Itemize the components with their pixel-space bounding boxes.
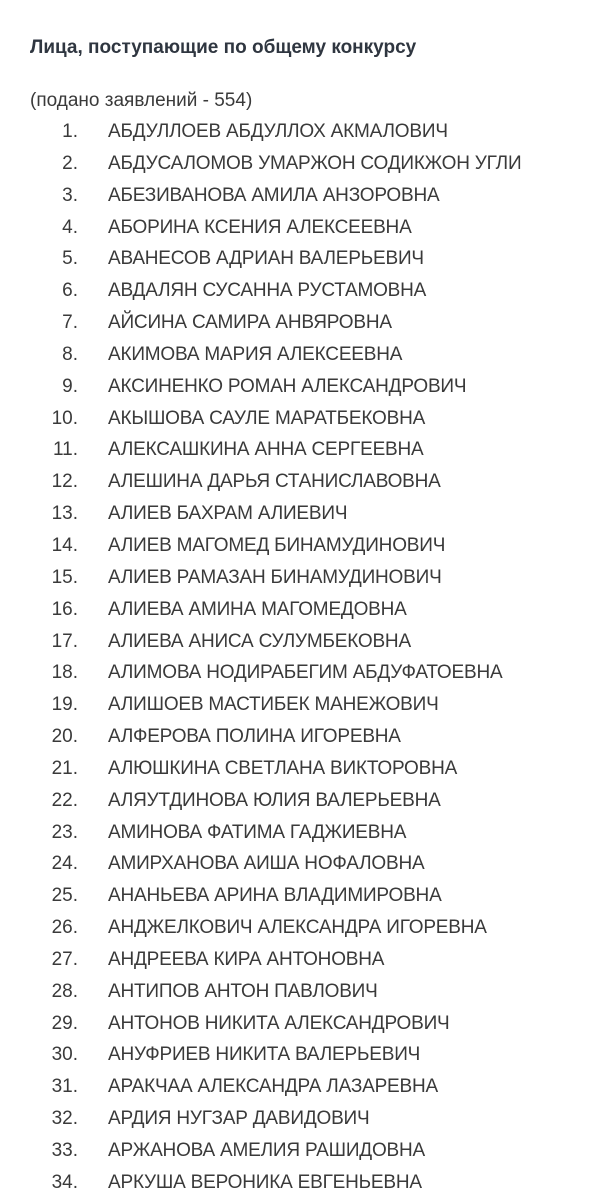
list-item <box>0 117 608 149</box>
list-item <box>0 181 608 213</box>
list-item-number: 30. <box>51 1044 78 1066</box>
applicant-name: АМИРХАНОВА АИША НОФАЛОВНА <box>108 853 425 875</box>
list-item <box>0 977 608 1009</box>
list-item <box>0 690 608 722</box>
list-item <box>0 499 608 531</box>
list-item <box>0 849 608 881</box>
applications-count: (подано заявлений - 554) <box>30 90 253 111</box>
list-item-number: 21. <box>51 757 78 779</box>
list-item-number: 34. <box>51 1171 78 1193</box>
applicant-name: АРЖАНОВА АМЕЛИЯ РАШИДОВНА <box>108 1140 425 1161</box>
list-item <box>0 881 608 913</box>
applicant-name: АЛЕШИНА ДАРЬЯ СТАНИСЛАВОВНА <box>108 471 441 493</box>
list-item <box>0 913 608 945</box>
list-item <box>0 786 608 818</box>
list-item <box>0 308 608 340</box>
list-item-number: 6. <box>62 280 78 302</box>
list-item-number: 27. <box>51 948 78 970</box>
applicant-name: АБДУСАЛОМОВ УМАРЖОН СОДИКЖОН УГЛИ <box>108 152 522 174</box>
list-item-number: 7. <box>62 312 78 334</box>
list-item-number: 19. <box>51 694 78 716</box>
applicant-name: АЛИМОВА НОДИРАБЕГИМ АБДУФАТОЕВНА <box>108 662 503 684</box>
list-item <box>0 658 608 690</box>
applicant-name: АБОРИНА КСЕНИЯ АЛЕКСЕЕВНА <box>108 216 412 238</box>
applicant-name: АЛЮШКИНА СВЕТЛАНА ВИКТОРОВНА <box>108 757 458 779</box>
list-item-number: 18. <box>51 662 78 684</box>
list-item <box>0 244 608 276</box>
applicant-name: АКСИНЕНКО РОМАН АЛЕКСАНДРОВИЧ <box>108 375 467 397</box>
applicant-name: АЛИЕВ РАМАЗАН БИНАМУДИНОВИЧ <box>108 566 442 588</box>
list-item-number: 22. <box>51 789 78 811</box>
applicant-list <box>0 117 608 1200</box>
list-item <box>0 595 608 627</box>
list-item-number: 8. <box>62 343 78 365</box>
list-item-number: 2. <box>62 152 78 174</box>
applicant-name: АНДРЕЕВА КИРА АНТОНОВНА <box>108 948 385 970</box>
list-item-number: 31. <box>51 1076 78 1098</box>
applicant-name: АКЫШОВА САУЛЕ МАРАТБЕКОВНА <box>108 407 426 429</box>
list-item-number: 20. <box>51 726 78 748</box>
applicant-name: АРКУША ВЕРОНИКА ЕВГЕНЬЕВНА <box>108 1171 422 1193</box>
applicant-name: АЛЯУТДИНОВА ЮЛИЯ ВАЛЕРЬЕВНА <box>108 789 441 811</box>
list-item-number: 32. <box>51 1108 78 1130</box>
applicant-name: АЛИЕВА АНИСА СУЛУМБЕКОВНА <box>108 630 411 652</box>
applicant-name: АЛИШОЕВ МАСТИБЕК МАНЕЖОВИЧ <box>108 694 439 716</box>
applicant-name: АНДЖЕЛКОВИЧ АЛЕКСАНДРА ИГОРЕВНА <box>108 917 487 939</box>
applicant-name: АЛИЕВ МАГОМЕД БИНАМУДИНОВИЧ <box>108 534 446 556</box>
list-item-number: 4. <box>62 216 78 238</box>
list-item <box>0 627 608 659</box>
list-item-number: 1. <box>62 121 78 142</box>
list-item <box>0 563 608 595</box>
applicant-name: АБЕЗИВАНОВА АМИЛА АНЗОРОВНА <box>108 184 440 206</box>
list-item <box>0 1104 608 1136</box>
list-item <box>0 1072 608 1104</box>
list-item-number: 29. <box>51 1012 78 1034</box>
applicant-name: АЛФЕРОВА ПОЛИНА ИГОРЕВНА <box>108 726 401 748</box>
list-item-number: 25. <box>51 885 78 907</box>
applicant-name: АВДАЛЯН СУСАННА РУСТАМОВНА <box>108 280 427 302</box>
list-item <box>0 531 608 563</box>
applicant-name: АНУФРИЕВ НИКИТА ВАЛЕРЬЕВИЧ <box>108 1044 421 1066</box>
list-item <box>0 149 608 181</box>
list-item <box>0 1009 608 1041</box>
list-item <box>0 340 608 372</box>
list-item-number: 10. <box>51 407 78 429</box>
applicant-name: АНАНЬЕВА АРИНА ВЛАДИМИРОВНА <box>108 885 442 907</box>
list-item-number: 15. <box>51 566 78 588</box>
list-item-number: 26. <box>51 917 78 939</box>
list-item-number: 9. <box>62 375 78 397</box>
list-item-number: 11. <box>52 439 78 461</box>
list-item-number: 14. <box>51 534 78 556</box>
list-item-number: 28. <box>51 980 78 1002</box>
list-item-number: 17. <box>51 630 78 652</box>
list-item <box>0 213 608 245</box>
list-item-number: 16. <box>51 598 78 620</box>
applicant-name: АЛИЕВА АМИНА МАГОМЕДОВНА <box>108 598 407 620</box>
list-item-number: 24. <box>51 853 78 875</box>
list-item <box>0 722 608 754</box>
list-item <box>0 276 608 308</box>
applicant-name: АМИНОВА ФАТИМА ГАДЖИЕВНА <box>108 821 407 843</box>
list-item <box>0 818 608 850</box>
list-item-number: 5. <box>62 248 78 270</box>
page-title: Лица, поступающие по общему конкурсу <box>30 37 417 58</box>
applicant-name: АКИМОВА МАРИЯ АЛЕКСЕЕВНА <box>108 343 403 365</box>
list-item <box>0 467 608 499</box>
applicant-name: АРАКЧАА АЛЕКСАНДРА ЛАЗАРЕВНА <box>108 1076 438 1098</box>
applicant-name: АРДИЯ НУГЗАР ДАВИДОВИЧ <box>108 1108 370 1130</box>
applicant-name: АБДУЛЛОЕВ АБДУЛЛОХ АКМАЛОВИЧ <box>108 121 448 142</box>
list-item <box>0 754 608 786</box>
list-item <box>0 1136 608 1168</box>
list-item-number: 12. <box>51 471 78 493</box>
applicant-name: АЙСИНА САМИРА АНВЯРОВНА <box>108 312 392 334</box>
list-item-number: 23. <box>51 821 78 843</box>
list-item-number: 13. <box>51 503 78 525</box>
applicant-name: АЛИЕВ БАХРАМ АЛИЕВИЧ <box>108 503 348 525</box>
list-item <box>0 435 608 467</box>
list-item <box>0 372 608 404</box>
applicant-name: АНТОНОВ НИКИТА АЛЕКСАНДРОВИЧ <box>108 1012 450 1034</box>
applicant-name: АВАНЕСОВ АДРИАН ВАЛЕРЬЕВИЧ <box>108 248 424 270</box>
list-item-number: 33. <box>51 1140 78 1161</box>
applicant-name: АНТИПОВ АНТОН ПАВЛОВИЧ <box>108 980 378 1002</box>
list-item <box>0 1040 608 1072</box>
list-item <box>0 1168 608 1200</box>
list-item <box>0 945 608 977</box>
list-item-number: 3. <box>62 184 78 206</box>
list-item <box>0 404 608 436</box>
applicant-name: АЛЕКСАШКИНА АННА СЕРГЕЕВНА <box>108 439 424 461</box>
